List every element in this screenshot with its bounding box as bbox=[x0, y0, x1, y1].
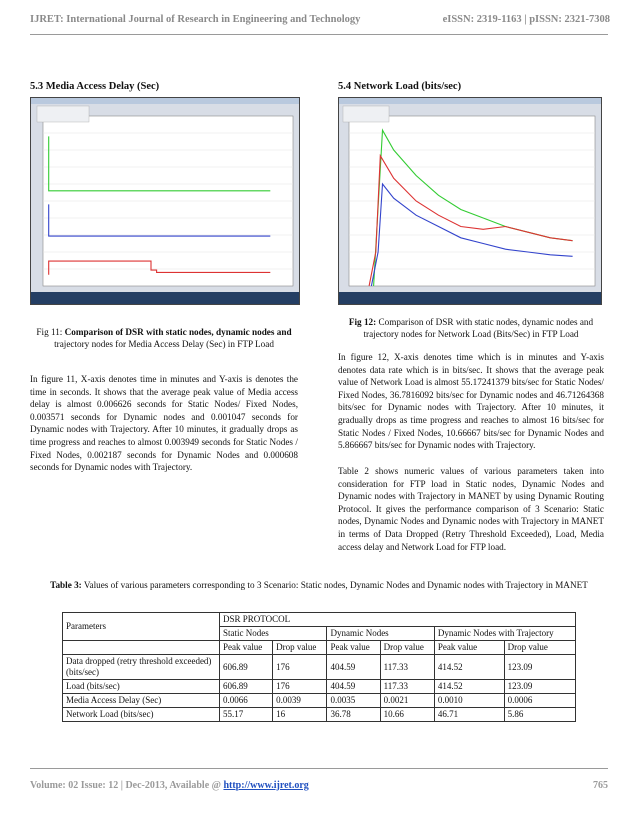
page-header bbox=[30, 14, 610, 25]
taskbar bbox=[339, 292, 601, 304]
table-row: Network Load (bits/sec) 55.17 16 36.78 10.66 46.71 5.86 bbox=[63, 708, 576, 722]
group-header-trajectory: Dynamic Nodes with Trajectory bbox=[434, 627, 575, 641]
table-row: Load (bits/sec) 606.89 176 404.59 117.33 414.52 123.09 bbox=[63, 680, 576, 694]
page-number: 765 bbox=[593, 780, 608, 791]
legend-box bbox=[37, 106, 89, 122]
table-row: Data dropped (retry threshold exceeded) (bits/sec) 606.89 176 404.59 117.33 414.52 123.09 bbox=[63, 655, 576, 680]
right-body-paragraph-1: In figure 12, X-axis denotes time which is in minutes and Y-axis denotes data rate which is in bits/sec. It shows that the average peak value of Network Load is almost 55.17241379 bits/sec for Static Nodes/ Fixed Nodes, 36.7816092 bits/sec for Dynamic nodes and 46.71264368 bits/sec for Dynamic nodes with Trajectory. After 10 minutes, it gradually drops as time progress and reaches to almost 16 bits/sec for Static Nodes / Fixed Nodes, 10.66667 bits/sec for Dynamic Nodes and 5.866667 bits/sec for Dynamic nodes with Trajectory. bbox=[338, 352, 604, 451]
left-body-paragraph: In figure 11, X-axis denotes time in minutes and Y-axis is denotes the time in seconds. It shows that the average peak value of Media access delay is almost 0.006626 seconds for Static Nodes/ Fixed Nodes, 0.003571 seconds for Dynamic nodes and 0.001047 seconds for Dynamic nodes with Trajectory. After 10 minutes, it gradually drops as time progress and reaches to almost 0.003949 seconds for Static Nodes / Fixed Nodes, 0.002187 seconds for Dynamic Nodes and 0.000608 seconds for Dynamic nodes with Trajectory. bbox=[30, 374, 298, 473]
table-3 bbox=[62, 612, 576, 722]
section-title-network-load: 5.4 Network Load (bits/sec) bbox=[338, 81, 462, 92]
empty-cell bbox=[63, 641, 220, 655]
taskbar bbox=[31, 292, 299, 304]
section-title-media-access-delay: 5.3 Media Access Delay (Sec) bbox=[30, 81, 160, 92]
issn: eISSN: 2319-1163 | pISSN: 2321-7308 bbox=[442, 14, 610, 25]
footer-rule bbox=[30, 768, 608, 769]
header-rule bbox=[30, 34, 608, 35]
protocol-header: DSR PROTOCOL bbox=[220, 613, 576, 627]
legend-box bbox=[343, 106, 389, 122]
right-body-paragraph-2: Table 2 shows numeric values of various parameters taken into consideration for FTP load in Static nodes, Dynamic Nodes and Dynamic nodes with Trajectory in MANET by using Dynamic Routing Protocol. It gives the performance comparison of 3 Scenario: Static nodes, Dynamic Nodes and Dynamic nodes with Trajectory in MANET in terms of Data Dropped (Retry Threshold Exceeded), Load, Media access delay and Network Load for FTP load. bbox=[338, 466, 604, 552]
figure-12-screenshot bbox=[338, 97, 602, 305]
subheader: Drop value bbox=[380, 641, 434, 655]
group-header-dynamic: Dynamic Nodes bbox=[327, 627, 434, 641]
journal-link[interactable]: http://www.ijret.org bbox=[223, 780, 309, 791]
subheader: Peak value bbox=[434, 641, 504, 655]
figure-11-caption: Fig 11: Comparison of DSR with static nodes, dynamic nodes and trajectory nodes for Media Access Delay (Sec) in FTP Load bbox=[36, 327, 292, 349]
subheader: Drop value bbox=[273, 641, 327, 655]
subheader: Peak value bbox=[327, 641, 380, 655]
journal-title: IJRET: International Journal of Research in Engineering and Technology bbox=[30, 14, 361, 25]
subheader: Drop value bbox=[504, 641, 575, 655]
page-footer: Volume: 02 Issue: 12 | Dec-2013, Available @ http://www.ijret.org 765 bbox=[30, 780, 608, 791]
parameters-header: Parameters bbox=[63, 613, 220, 641]
figure-12-caption: Fig 12: Comparison of DSR with static nodes, dynamic nodes and trajectory nodes for Network Load (Bits/Sec) in FTP Load bbox=[348, 317, 594, 339]
media-access-delay-chart bbox=[31, 98, 299, 304]
subheader: Peak value bbox=[220, 641, 273, 655]
network-load-chart bbox=[339, 98, 601, 304]
figure-11-screenshot bbox=[30, 97, 300, 305]
table-3-caption: Table 3: Values of various parameters corresponding to 3 Scenario: Static nodes, Dynamic Nodes and Dynamic nodes with Trajectory in MANET bbox=[50, 580, 588, 590]
table-row: Media Access Delay (Sec) 0.0066 0.0039 0.0035 0.0021 0.0010 0.0006 bbox=[63, 694, 576, 708]
group-header-static: Static Nodes bbox=[220, 627, 327, 641]
